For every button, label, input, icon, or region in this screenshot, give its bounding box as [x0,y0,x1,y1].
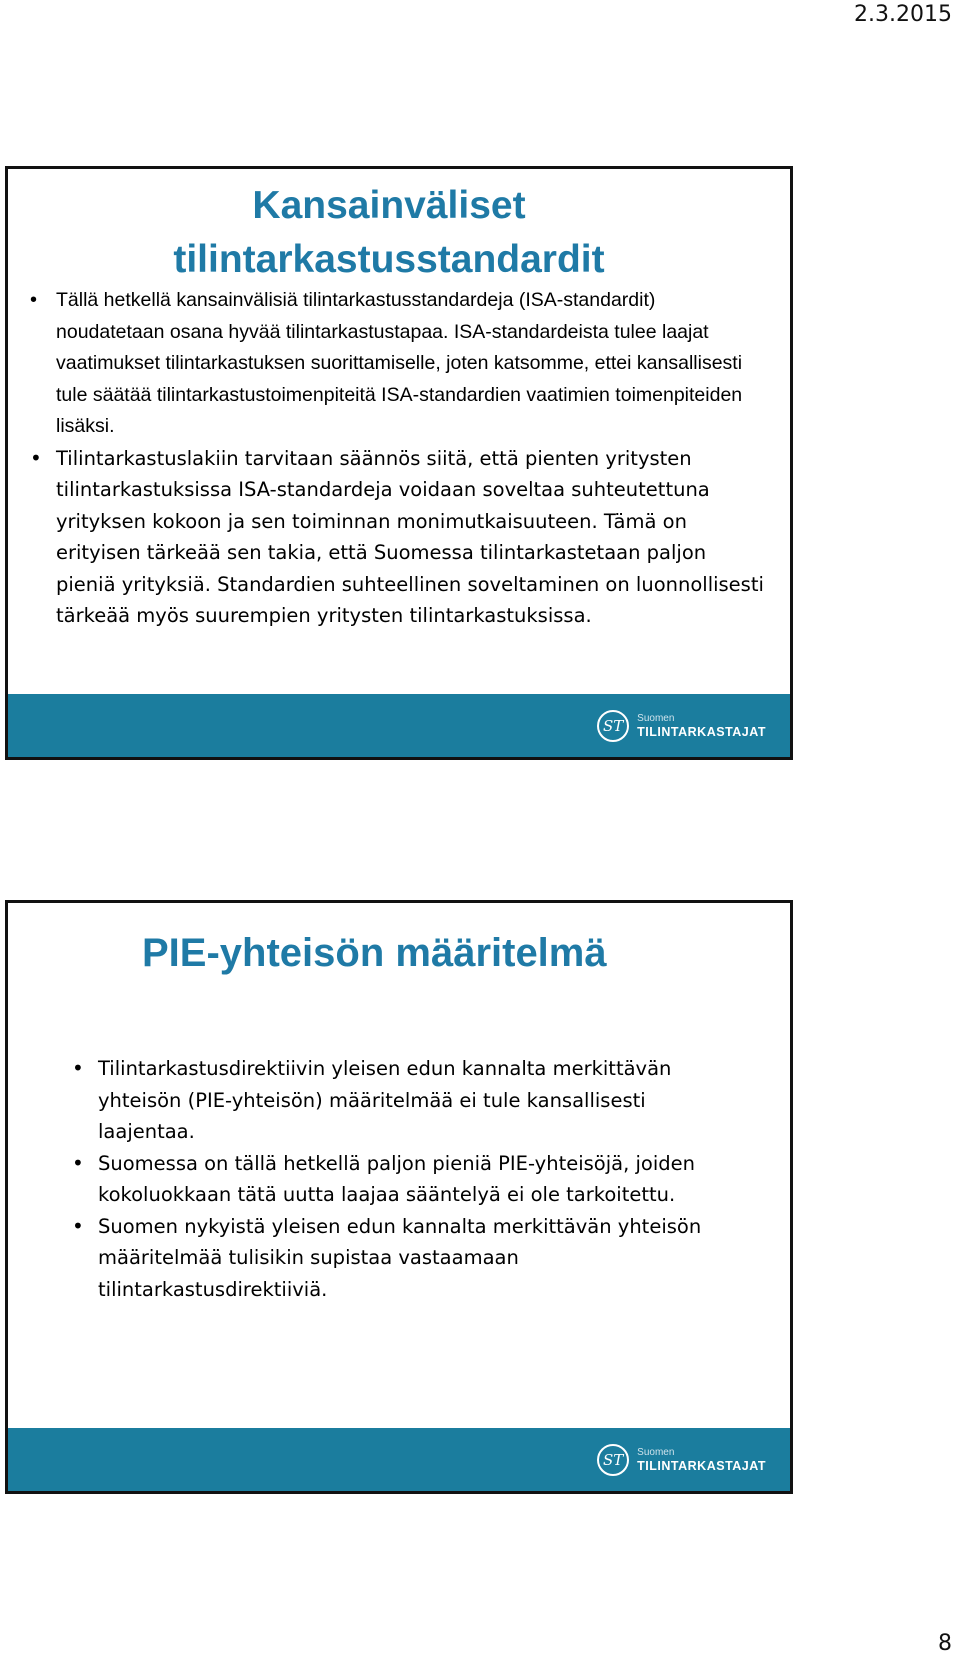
logo-text-top: Suomen [637,1446,675,1458]
slide-footer-bar [8,694,790,757]
bullet-dot-icon: • [30,445,42,470]
bullet-item [28,443,768,632]
page-number: 8 [938,1631,952,1656]
bullet-item [70,1211,730,1306]
bullet-item [70,1053,730,1148]
bullet-list [28,285,768,632]
bullet-text: Suomen nykyistä yleisen edun kannalta merkittävän yhteisön määritelmää tulisikin supistaa vastaamaan tilintarkastusdirektiiviä. [98,1214,702,1301]
slide-isa-standards [5,166,793,760]
bullet-text: Tilintarkastuslakiin tarvitaan säännös siitä, että pienten yritysten tilintarkastuksissa ISA-standardeja voidaan soveltaa suhteutettuna yrityksen kokoon ja sen toiminnan monimutkaisuuteen. Tämä on erityisen tärkeää sen takia, että Suomessa tilintarkastetaan paljon pieniä yrityksiä. Standardien suhteellinen soveltaminen on luonnollisesti tärkeää myös suurempien yritysten tilintarkastuksissa. [56,446,764,627]
logo-text-bottom: TILINTARKASTAJAT [637,1458,766,1473]
slide-footer-bar [8,1428,790,1491]
bullet-dot-icon: • [72,1056,84,1080]
bullet-list [70,1053,730,1305]
page-date: 2.3.2015 [854,2,952,27]
bullet-text: Suomessa on tällä hetkellä paljon pieniä PIE-yhteisöjä, joiden kokoluokkaan tätä uutta laajaa sääntelyä ei ole tarkoitettu. [98,1151,695,1206]
slide-title: PIE-yhteisön määritelmä [142,931,607,975]
bullet-item [28,285,768,443]
bullet-dot-icon: • [72,1213,84,1238]
logo-text-bottom: TILINTARKASTAJAT [637,724,766,739]
slide-title: Kansainväliset tilintarkastusstandardit [173,184,605,281]
logo-text-top: Suomen [637,712,675,724]
slide-pie-definition [5,900,793,1494]
st-logo-icon: ST [597,710,629,742]
st-logo-icon: ST [597,1444,629,1476]
bullet-item [70,1148,730,1211]
suomen-tilintarkastajat-logo [597,1444,766,1476]
bullet-text: Tilintarkastusdirektiivin yleisen edun kannalta merkittävän yhteisön (PIE-yhteisön) määritelmää ei tule kansallisesti laajentaa. [98,1057,672,1143]
bullet-dot-icon: • [72,1150,84,1175]
suomen-tilintarkastajat-logo [597,710,766,742]
bullet-text: Tällä hetkellä kansainvälisiä tilintarkastusstandardeja (ISA-standardit) noudatetaan osana hyvää tilintarkastustapaa. ISA-standardeista tulee laajat vaatimukset tilintarkastuksen suorittamiselle, joten katsomme, ettei kansallisesti tule säätää tilintarkastustoimenpiteitä ISA-standardien vaatimien toimenpiteiden lisäksi. [56,289,743,437]
bullet-dot-icon: • [30,289,38,311]
